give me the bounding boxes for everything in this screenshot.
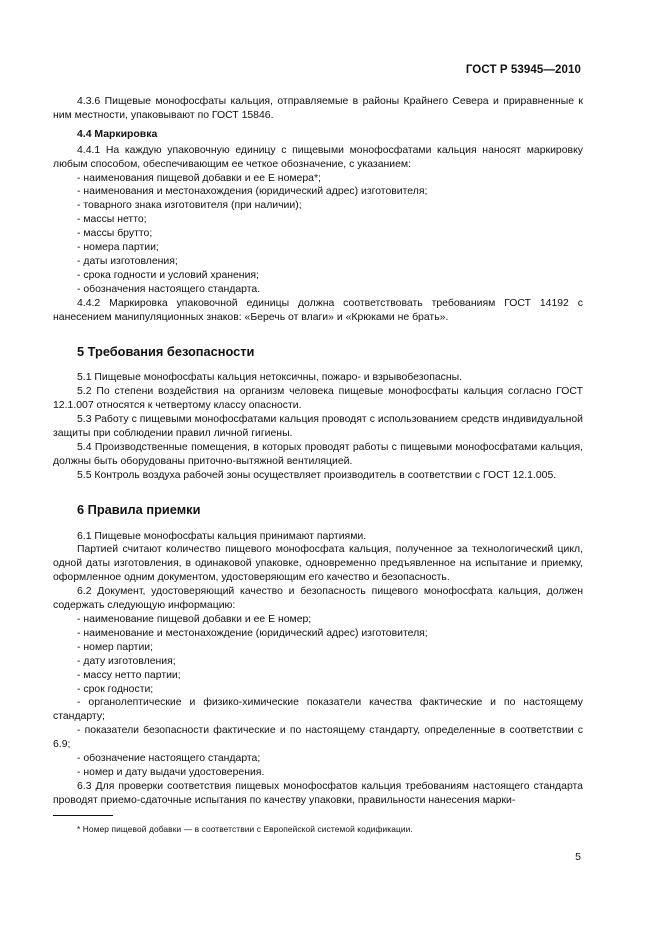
list-item: - номер партии; [77, 641, 154, 653]
footnote: * Номер пищевой добавки — в соответствии с Европейской системой кодификации. [77, 824, 413, 834]
list-item: - наименования пищевой добавки и ее Е номера*; [77, 172, 321, 184]
document-content-list [53, 613, 583, 780]
list-item: - наименование пищевой добавки и ее Е номер; [77, 614, 312, 625]
list-item: - обозначения настоящего стандарта. [77, 283, 261, 295]
document-header: ГОСТ Р 53945—2010 [465, 64, 581, 76]
paragraph-4-4-1: 4.4.1 На каждую упаковочную единицу с пищевыми монофосфатами кальция наносят маркировку любым способом, обеспечивающим ее четкое обозначение, с указанием: [53, 144, 583, 170]
list-item: - номера партии; [77, 242, 159, 254]
subsection-title-4-4: 4.4 Маркировка [77, 128, 158, 140]
page-body [53, 95, 583, 808]
paragraph-5-4: 5.4 Производственные помещения, в которых проводят работы с пищевыми монофосфатами кальция, должны быть оборудованы приточно-вытяжной вентиляцией. [53, 441, 583, 467]
list-item: - показатели безопасности фактические и по настоящему стандарту, определенные в соответствии с 6.9; [53, 725, 583, 751]
list-item: - срок годности; [77, 683, 154, 695]
paragraph-5-5: 5.5 Контроль воздуха рабочей зоны осуществляет производитель в соответствии с ГОСТ 12.1.005. [77, 469, 557, 481]
paragraph-5-3: 5.3 Работу с пищевыми монофосфатами кальция проводят с использованием средств индивидуальной защиты при соблюдении правил личной гигиены. [53, 414, 583, 440]
footnote-divider [53, 815, 113, 816]
section-title-6: 6 Правила приемки [77, 501, 201, 517]
list-item: - номер и дату выдачи удостоверения. [77, 766, 265, 778]
list-item: - органолептические и физико-химические показатели качества фактические и по настоящему стандарту; [53, 697, 583, 723]
paragraph-6-3: 6.3 Для проверки соответствия пищевых монофосфатов кальция требованиям настоящего стандарта проводят приемо-сдаточные испытания по качеству упаковки, правильности нанесения марки- [53, 780, 583, 806]
paragraph-4-4-2: 4.4.2 Маркировка упаковочной единицы должна соответствовать требованиям ГОСТ 14192 с нанесением манипуляционных знаков: «Беречь от влаги» и «Крюками не брать». [53, 297, 583, 323]
page-number: 5 [575, 851, 581, 863]
list-item: - срока годности и условий хранения; [77, 269, 259, 281]
paragraph-6-2: 6.2 Документ, удостоверяющий качество и безопасность пищевого монофосфата кальция, должен содержать следующую информацию: [53, 586, 583, 612]
list-item: - дату изготовления; [77, 655, 176, 667]
list-item: - наименования и местонахождения (юридический адрес) изготовителя; [77, 186, 428, 198]
paragraph-4-3-6: 4.3.6 Пищевые монофосфаты кальция, отправляемые в районы Крайнего Севера и приравненные к ним местности, упаковывают по ГОСТ 15846. [53, 96, 583, 121]
paragraph-batch-definition: Партией считают количество пищевого монофосфата кальция, полученное за технологический цикл, одной даты изготовления, в одинаковой упаковке, одновременно предъявленное на испытание и приемку, оформленное одним документом, удостоверяющим его качество и безопасность. [53, 544, 583, 584]
paragraph-5-2: 5.2 По степени воздействия на организм человека пищевые монофосфаты кальция согласно ГОСТ 12.1.007 относятся к четвертому классу опасности. [53, 386, 583, 412]
paragraph-6-1: 6.1 Пищевые монофосфаты кальция принимают партиями. [77, 530, 367, 542]
list-item: - массу нетто партии; [77, 669, 181, 681]
paragraph-5-1: 5.1 Пищевые монофосфаты кальция нетоксичны, пожаро- и взрывобезопасны. [77, 372, 463, 384]
list-item: - наименование и местонахождение (юридический адрес) изготовителя; [77, 627, 428, 639]
list-item: - массы брутто; [77, 228, 153, 240]
list-item: - даты изготовления; [77, 255, 178, 267]
section-title-5: 5 Требования безопасности [77, 343, 255, 359]
list-item: - обозначение настоящего стандарта; [77, 753, 261, 765]
marking-list [53, 172, 583, 297]
list-item: - товарного знака изготовителя (при наличии); [77, 200, 302, 212]
list-item: - массы нетто; [77, 214, 147, 226]
